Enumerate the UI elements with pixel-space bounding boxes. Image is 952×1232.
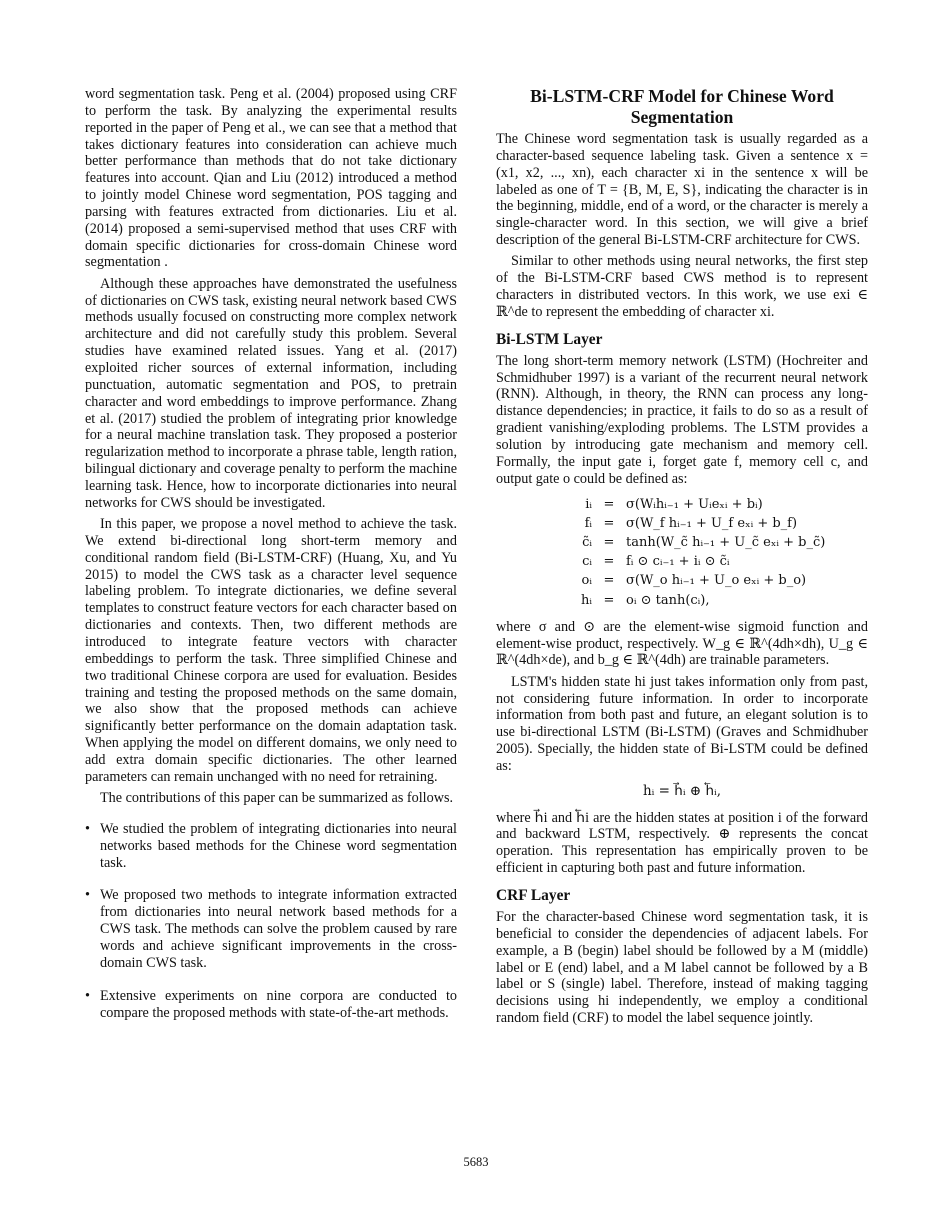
- bilstm-equation: hᵢ = h⃗ᵢ ⊕ h⃖ᵢ,: [642, 782, 722, 799]
- paragraph: Similar to other methods using neural networks, the first step of the Bi-LSTM-CRF based CWS method is to represent characters in distributed vectors. In this work, we use exi ∈ ℝ^de to represent the embedding of character xi.: [496, 253, 868, 320]
- list-item: • We proposed two methods to integrate information extracted from dictionaries into neural network based methods for a CWS task. The methods can solve the problem caused by rare words and achieve significant improvements in the cross-domain CWS task.: [85, 887, 457, 971]
- lstm-equations: [496, 496, 868, 611]
- section-title: Bi-LSTM-CRF Model for Chinese Word Segmentation: [530, 86, 834, 127]
- paragraph: The Chinese word segmentation task is usually regarded as a character-based sequence labeling task. Given a sentence x = (x1, x2, ..., xn), each character xi in the sentence x will be labeled as one of T = {B, M, E, S}, indicating the character is in the beginning, middle, end of a word, or the character is merely a single-character word. In this section, we will give a brief description of the general Bi-LSTM-CRF architecture for CWS.: [496, 131, 868, 249]
- bullet-icon: •: [85, 820, 90, 837]
- page-number: 5683: [463, 1155, 489, 1169]
- paragraph: For the character-based Chinese word segmentation task, it is beneficial to consider the dependencies of adjacent labels. For example, a B (begin) label should be followed by a M (middle) label or E (end) label, and a M label cannot be followed by a B label or S (single) label. Therefore, instead of making tagging decisions using hi independently, we employ a conditional random field (CRF) to model the label sequence jointly.: [496, 908, 868, 1027]
- paragraph: word segmentation task. Peng et al. (2004) proposed using CRF to perform the task. By analyzing the experimental results reported in the paper of Peng et al., we can see that a method that takes dictionary features into consideration can achieve much better performance than methods that do not take dictionary features into account. Qian and Liu (2012) introduced a method to jointly model Chinese word segmentation, POS tagging and parsing with features extracted from dictionaries. Liu et al. (2014) proposed a semi-supervised method that uses CRF with domain specific dictionaries for cross-domain Chinese word segmentation .: [85, 86, 457, 271]
- paragraph: The contributions of this paper can be summarized as follows.: [100, 790, 454, 807]
- paragraph: The long short-term memory network (LSTM) (Hochreiter and Schmidhuber 1997) is a variant of the recurrent neural network (RNN). Although, in theory, the RNN can process any long-distance dependencies; in practice, it fails to do so as a result of gradient vanishing/exploding problems. The LSTM provides a solution by introducing gate mechanism and memory cell. Formally, the input gate i, forget gate f, memory cell c, and output gate o could be defined as:: [496, 352, 868, 487]
- list-item: • Extensive experiments on nine corpora are conducted to compare the proposed methods with state-of-the-art methods.: [85, 987, 457, 1021]
- paragraph: where h⃗i and h⃖i are the hidden states at position i of the forward and backward LSTM, respectively. ⊕ represents the concat operation. This representation has empirically proven to be efficient in capturing both past and future information.: [496, 809, 868, 877]
- bullet-icon: •: [85, 887, 90, 904]
- left-column: [85, 86, 457, 1037]
- equation-row: c̃ᵢ = tanh(W_c̃ hᵢ₋₁ + U_c̃ eₓᵢ + b_c̃): [582, 535, 826, 551]
- subsection-heading: CRF Layer: [496, 886, 571, 904]
- contributions-list: [85, 821, 457, 1021]
- paragraph: In this paper, we propose a novel method to achieve the task. We extend bi-directional long short-term memory and conditional random field (Bi-LSTM-CRF) (Huang, Xu, and Yu 2015) to model the CWS task as a character level sequence labeling problem. To integrate dictionaries, we define several templates to construct feature vectors for each character based on dictionaries and contexts. Then, two different methods are introduced to integrate feature vectors with character embeddings to perform the task. Three simplified Chinese and two traditional Chinese corpora are used for evaluation. Besides training and testing the proposed methods on the same domain, we also show that the proposed methods can achieve significantly better performance on the domain adaptation task. When applying the model on different domains, we only need to add extra domain specific dictionaries. The other learned parameters can remain unchanged with no need for retraining.: [85, 516, 457, 785]
- paragraph: Although these approaches have demonstrated the usefulness of dictionaries on CWS task, existing neural network based CWS methods usually focused on constructing more complex network architecture and did not carefully study this problem. Several studies have examined related issues. Yang et al. (2017) exploited richer sources of external information, including punctuation, automatic segmentation and POS, to pretrain character and word embeddings to improve performance. Zhang et al. (2017) studied the problem of integrating prior knowledge for a neural machine translation task. They proposed a posterior regularization method to incorporate a phrase table, length ration, bilingual dictionary and coverage penalty to perform the machine learning task. Hence, how to incorporate dictionaries into neural networks for CWS should be investigated.: [85, 275, 457, 511]
- paragraph: where σ and ⊙ are the element-wise sigmoid function and element-wise product, respectively. W_g ∈ ℝ^(4dh×dh), U_g ∈ ℝ^(4dh×de), and b_g ∈ ℝ^(4dh) are trainable parameters.: [496, 618, 868, 669]
- equation-row: oᵢ = σ(W_o hᵢ₋₁ + U_o eₓᵢ + b_o): [581, 573, 807, 589]
- equation-row: cᵢ = fᵢ ⊙ cᵢ₋₁ + iᵢ ⊙ c̃ᵢ: [582, 554, 730, 570]
- bullet-icon: •: [85, 987, 90, 1004]
- list-item: • We studied the problem of integrating dictionaries into neural networks based methods for the Chinese word segmentation task.: [85, 820, 457, 871]
- equation-row: iᵢ = σ(Wᵢhᵢ₋₁ + Uᵢeₓᵢ + bᵢ): [585, 496, 763, 512]
- equation-row: hᵢ = oᵢ ⊙ tanh(cᵢ),: [581, 592, 710, 608]
- paragraph: LSTM's hidden state hi just takes information only from past, not considering future information. In order to incorporate information from both past and future, an elegant solution is to use bi-directional LSTM (Bi-LSTM) (Graves and Schmidhuber 2005). Specially, the hidden state of Bi-LSTM could be defined as:: [496, 673, 868, 774]
- equation-row: fᵢ = σ(W_f hᵢ₋₁ + U_f eₓᵢ + b_f): [584, 515, 798, 531]
- subsection-heading: Bi-LSTM Layer: [496, 330, 603, 348]
- right-column: [496, 86, 868, 1031]
